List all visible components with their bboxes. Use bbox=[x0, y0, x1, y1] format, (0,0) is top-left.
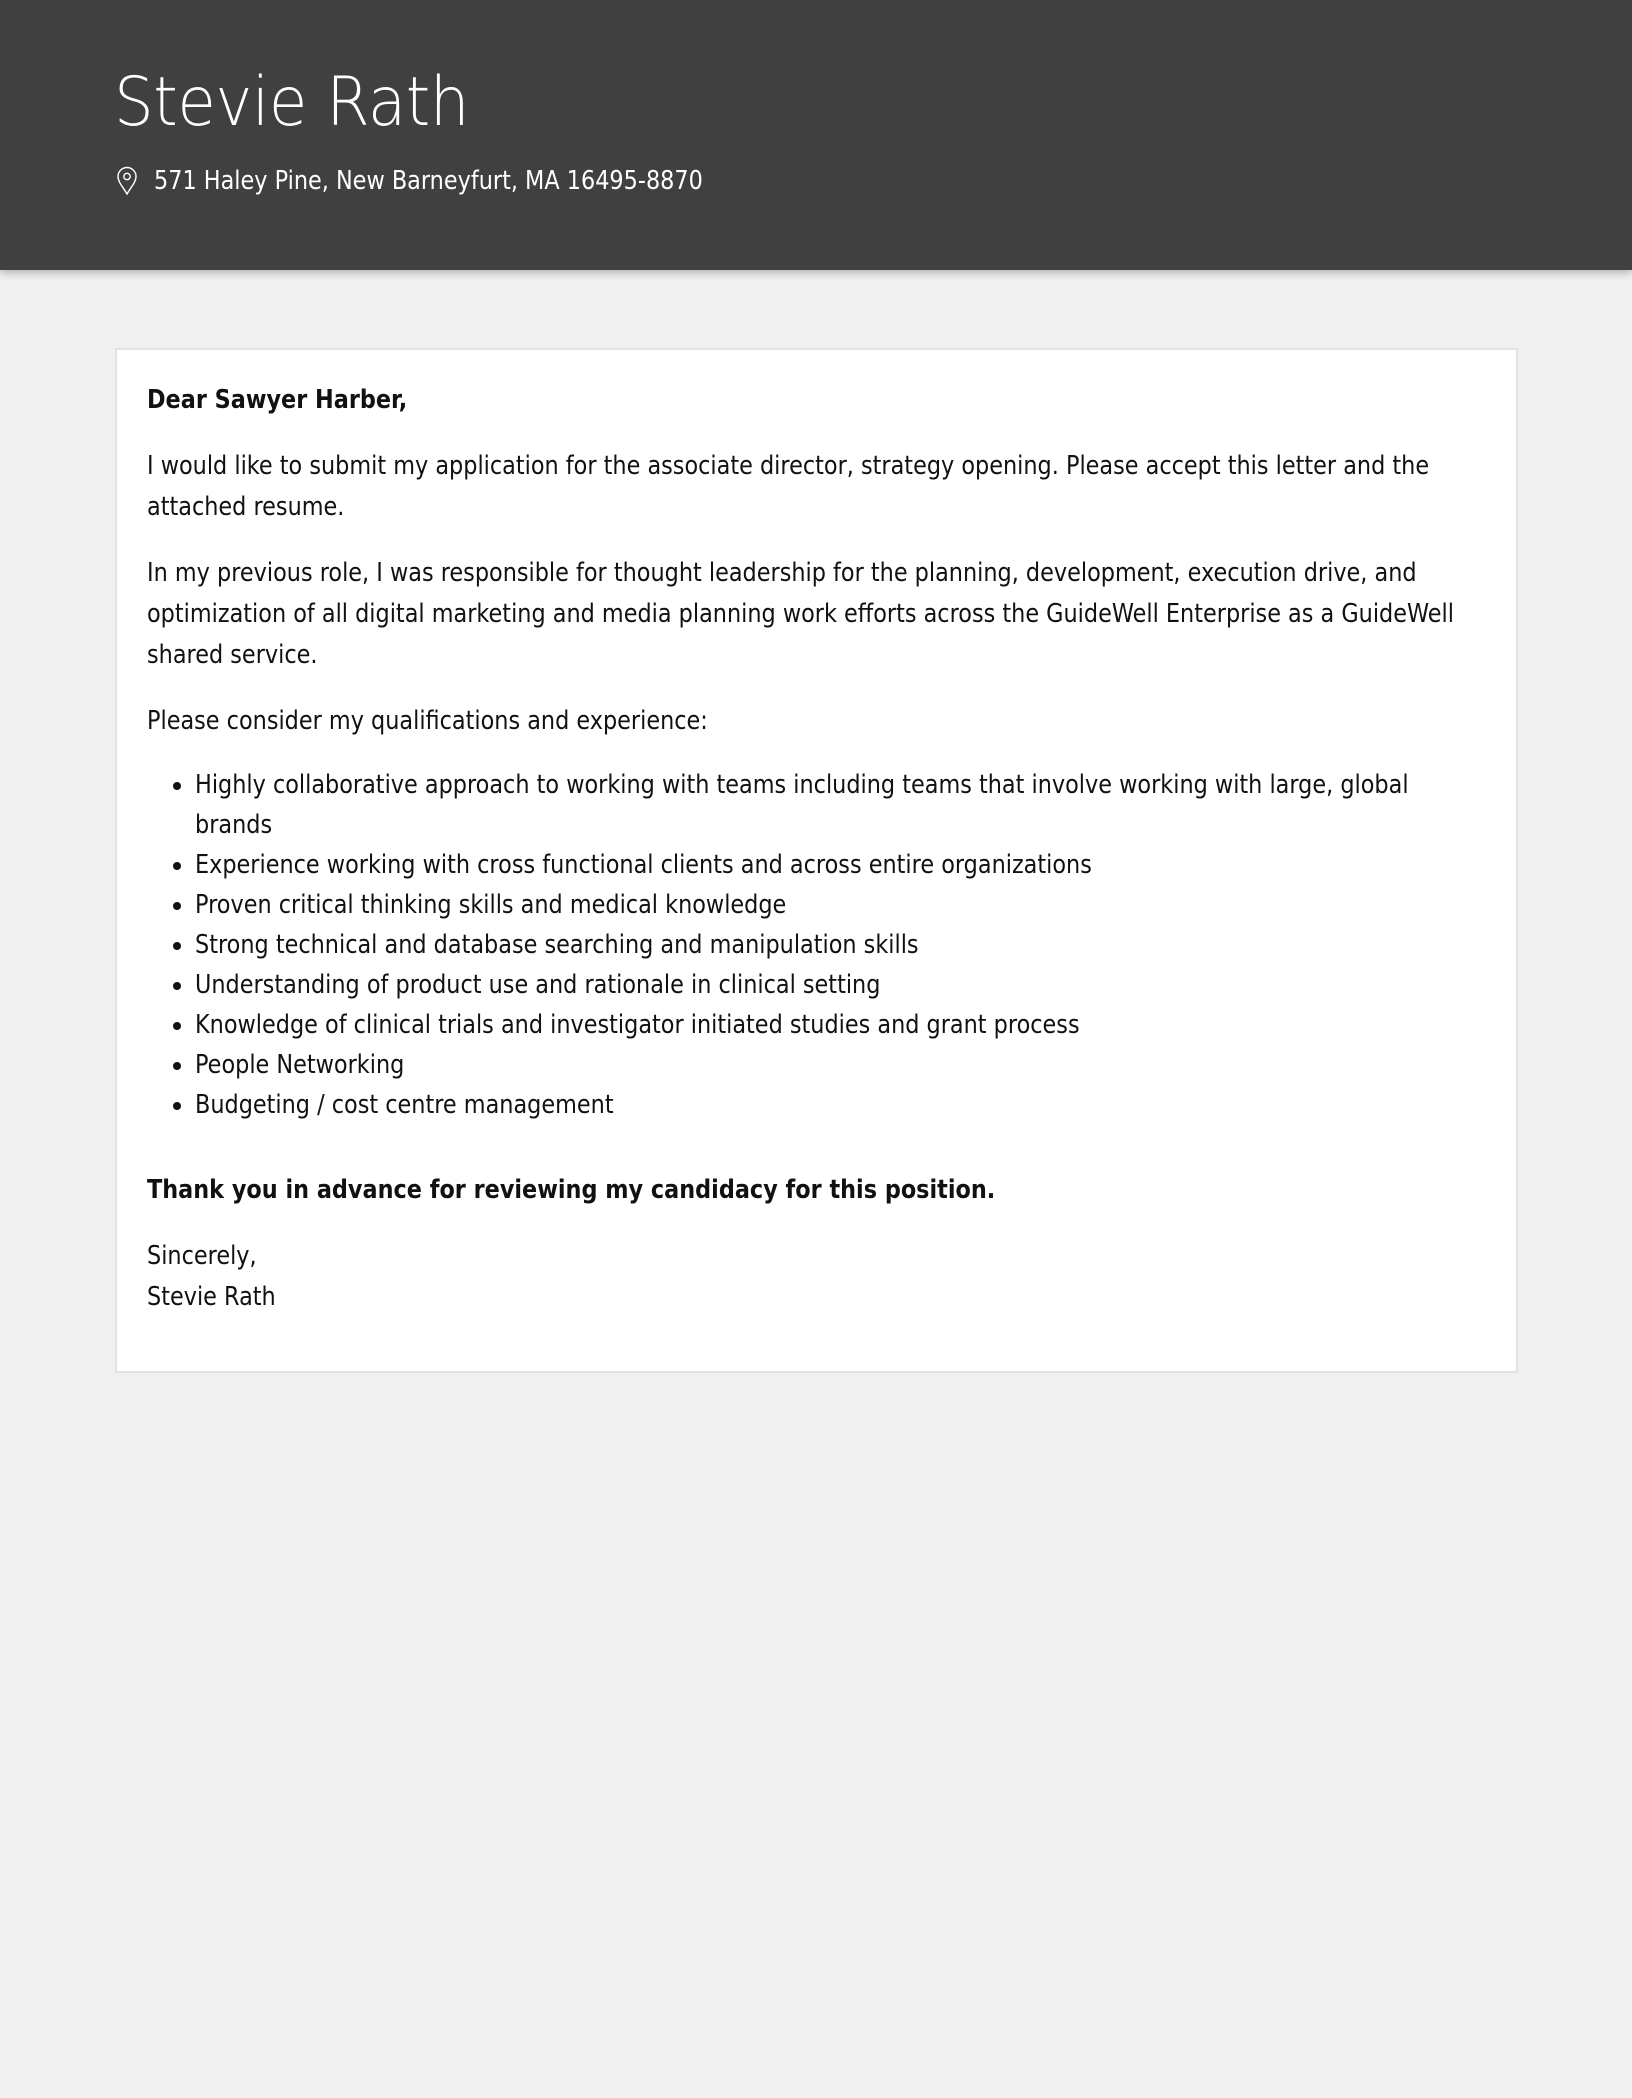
qualifications-intro: Please consider my qualifications and experience: bbox=[147, 706, 708, 736]
list-item bbox=[147, 925, 1487, 965]
paragraph-line: In my previous role, I was responsible for thought leadership for the planning, development, execution drive, and bbox=[147, 558, 1417, 588]
list-item-text: Budgeting / cost centre management bbox=[195, 1090, 614, 1120]
list-item bbox=[147, 845, 1487, 885]
paragraph-line: I would like to submit my application for the associate director, strategy opening. Please accept this letter and the bbox=[147, 451, 1430, 481]
list-item bbox=[147, 1005, 1487, 1045]
letter-body bbox=[147, 380, 1487, 1318]
list-item-text: Experience working with cross functional clients and across entire organizations bbox=[195, 850, 1092, 880]
bullet-icon bbox=[173, 1102, 181, 1110]
cover-letter-card bbox=[115, 348, 1518, 1373]
list-item bbox=[147, 765, 1487, 845]
bullet-icon bbox=[173, 1062, 181, 1070]
bullet-icon bbox=[173, 902, 181, 910]
address-row bbox=[116, 166, 792, 196]
bullet-icon bbox=[173, 782, 181, 790]
paragraph-line: optimization of all digital marketing and media planning work efforts across the GuideWell Enterprise as a GuideWell bbox=[147, 599, 1454, 629]
list-item bbox=[147, 1085, 1487, 1125]
bullet-icon bbox=[173, 942, 181, 950]
letter-greeting: Dear Sawyer Harber, bbox=[147, 385, 408, 415]
closing-salutation: Sincerely, bbox=[147, 1241, 257, 1271]
list-item-text: Knowledge of clinical trials and investigator initiated studies and grant process bbox=[195, 1010, 1080, 1040]
letter-closing bbox=[147, 1236, 1487, 1318]
list-item bbox=[147, 965, 1487, 1005]
bullet-icon bbox=[173, 982, 181, 990]
paragraph-line: shared service. bbox=[147, 640, 318, 670]
map-pin-icon bbox=[116, 166, 138, 196]
bullet-icon bbox=[173, 862, 181, 870]
list-item-text: Understanding of product use and rationale in clinical setting bbox=[195, 970, 881, 1000]
profile-header bbox=[0, 0, 1632, 270]
list-item bbox=[147, 885, 1487, 925]
list-item-text: Strong technical and database searching and manipulation skills bbox=[195, 930, 919, 960]
thank-you-line: Thank you in advance for reviewing my candidacy for this position. bbox=[147, 1175, 996, 1205]
list-item-text: Highly collaborative approach to working with teams including teams that involve working with large, global bbox=[195, 770, 1409, 800]
paragraph-intro bbox=[147, 446, 1487, 528]
signature-name: Stevie Rath bbox=[147, 1282, 276, 1312]
paragraph-line: attached resume. bbox=[147, 492, 345, 522]
applicant-address: 571 Haley Pine, New Barneyfurt, MA 16495-8870 bbox=[154, 166, 703, 196]
qualifications-list bbox=[147, 765, 1487, 1125]
list-item bbox=[147, 1045, 1487, 1085]
applicant-name: Stevie Rath bbox=[114, 63, 470, 142]
list-item-text: People Networking bbox=[195, 1050, 405, 1080]
bullet-icon bbox=[173, 1022, 181, 1030]
list-item-text: brands bbox=[195, 810, 273, 840]
paragraph-previous-role bbox=[147, 553, 1487, 676]
list-item-text: Proven critical thinking skills and medical knowledge bbox=[195, 890, 787, 920]
